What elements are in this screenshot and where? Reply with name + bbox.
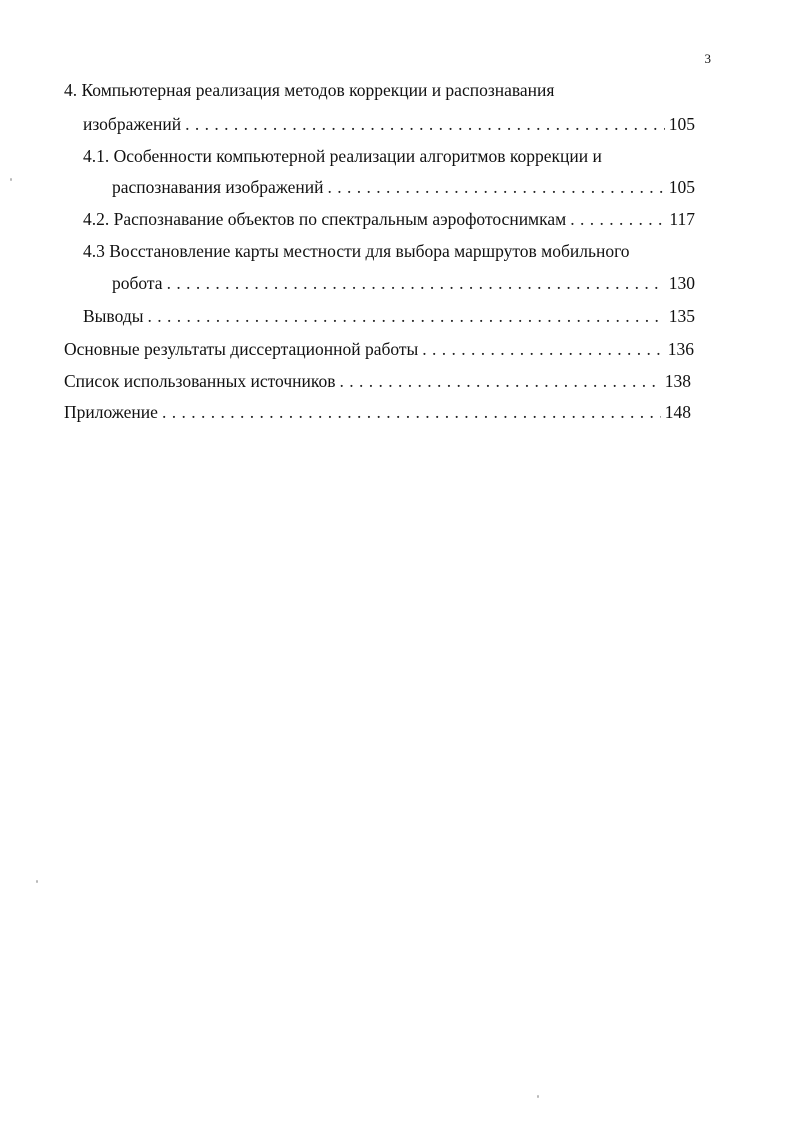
toc-entry-references[interactable] — [64, 370, 691, 392]
toc-section-4-2-title: 4.2. Распознавание объектов по спектральным аэрофотоснимкам — [83, 209, 567, 229]
toc-conclusions-title: Выводы — [83, 306, 144, 326]
leader-dots — [162, 401, 661, 423]
toc-section-4-3-page: 130 — [668, 273, 695, 293]
leader-dots — [570, 208, 665, 230]
toc-entry-section-4-3[interactable] — [112, 272, 695, 294]
leader-dots — [340, 370, 661, 392]
toc-main-results-page: 136 — [667, 339, 694, 359]
toc-section-4-1-title-line1: 4.1. Особенности компьютерной реализации алгоритмов коррекции и — [83, 146, 602, 166]
leader-dots — [327, 176, 664, 198]
toc-conclusions-page: 135 — [668, 306, 695, 326]
toc-appendix-page: 148 — [664, 402, 691, 422]
toc-entry-appendix[interactable] — [64, 401, 691, 423]
toc-entry-main-results[interactable] — [64, 338, 694, 360]
toc-section-4-3-title-line1: 4.3 Восстановление карты местности для выбора маршрутов мобильного — [83, 241, 630, 261]
leader-dots — [422, 338, 663, 360]
scan-speck — [10, 178, 12, 181]
toc-entry-section-4-1[interactable] — [112, 176, 695, 198]
toc-references-page: 138 — [664, 371, 691, 391]
toc-entry-chapter-4[interactable] — [83, 113, 695, 135]
leader-dots — [147, 305, 664, 327]
page-number: 3 — [704, 51, 711, 66]
toc-section-4-1-page: 105 — [668, 177, 695, 197]
toc-section-4-3-title-line2: робота — [112, 273, 163, 293]
toc-entry-section-4-2[interactable] — [83, 208, 695, 230]
leader-dots — [185, 113, 665, 135]
leader-dots — [167, 272, 665, 294]
toc-entry-conclusions[interactable] — [83, 305, 695, 327]
toc-section-4-1-title-line2: распознавания изображений — [112, 177, 324, 197]
toc-chapter-4-title-line2: изображений — [83, 114, 182, 134]
toc-chapter-4-page: 105 — [668, 114, 695, 134]
toc-section-4-2-page: 117 — [669, 209, 695, 229]
toc-chapter-4-title-line1: 4. Компьютерная реализация методов коррекции и распознавания — [64, 80, 555, 100]
scan-speck — [537, 1095, 539, 1098]
toc-main-results-title: Основные результаты диссертационной работы — [64, 339, 419, 359]
toc-references-title: Список использованных источников — [64, 371, 336, 391]
toc-appendix-title: Приложение — [64, 402, 158, 422]
scan-speck — [36, 880, 38, 883]
